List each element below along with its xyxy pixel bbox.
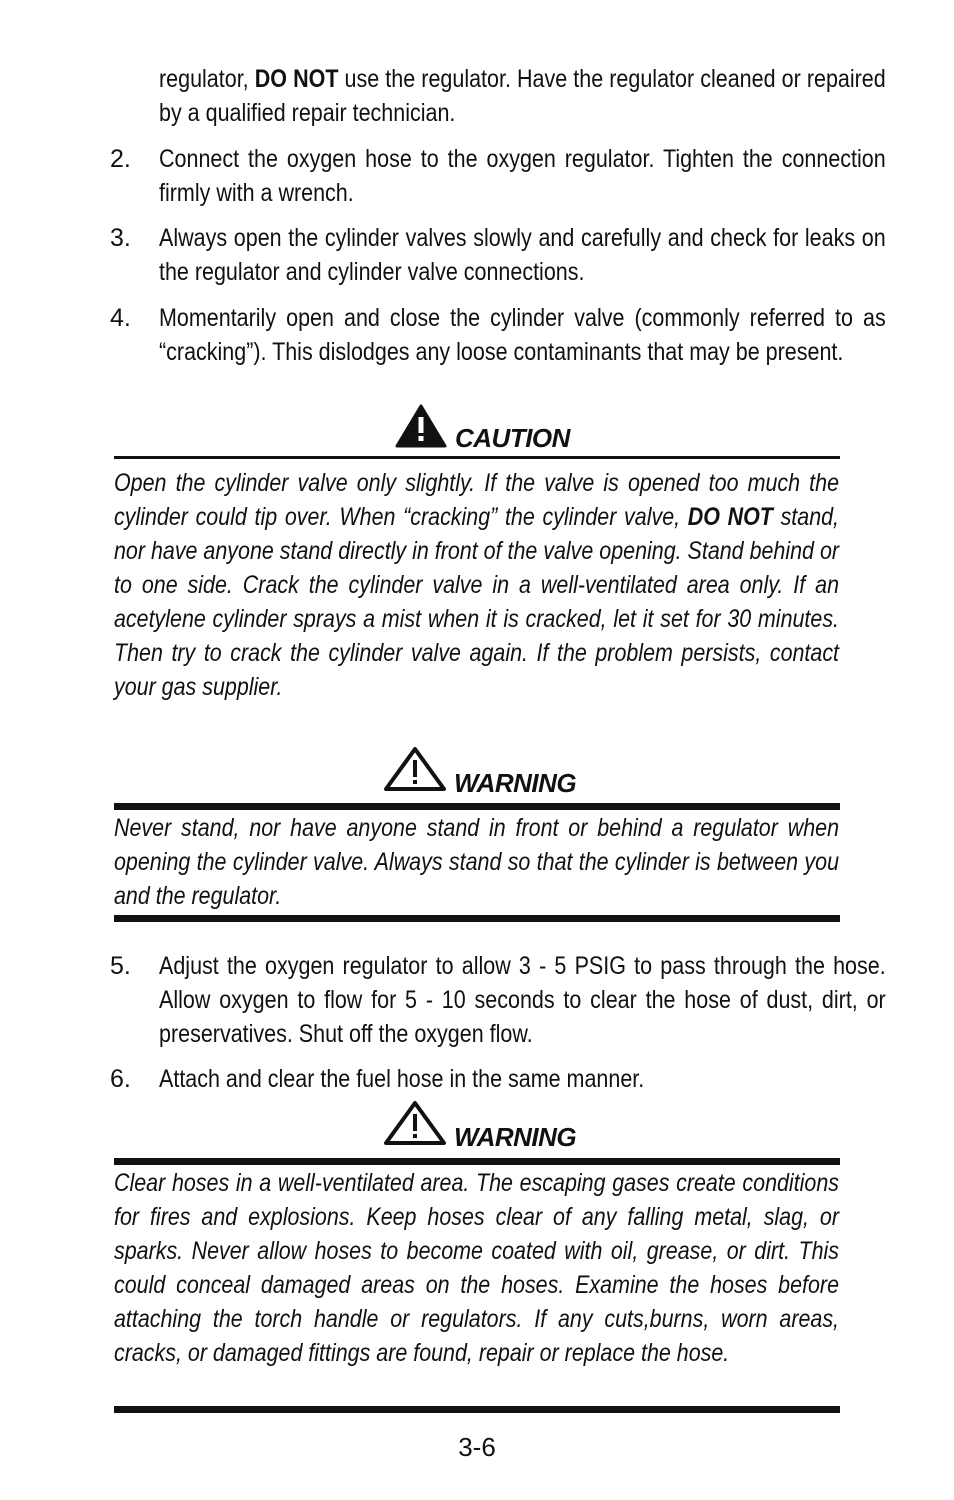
- step-text: Connect the oxygen hose to the oxygen regulator. Tighten the connection firmly with a wrench.: [159, 145, 886, 207]
- warning-triangle-icon: [382, 745, 448, 798]
- step-number: 5.: [110, 952, 131, 980]
- step-number: 2.: [110, 145, 131, 173]
- step-text: Momentarily open and close the cylinder valve (commonly referred to as “cracking”). This dislodges any loose contaminants that may be present.: [159, 304, 886, 366]
- do-not-emphasis: DO NOT: [254, 65, 339, 93]
- continuation-paragraph: [159, 62, 954, 130]
- caution-label: CAUTION: [455, 423, 570, 453]
- page-number: 3-6: [458, 1432, 496, 1462]
- warning-text: Never stand, nor have anyone stand in front or behind a regulator when opening the cylinder valve. Always stand so that the cylinder is between you and the regulator.: [114, 814, 840, 910]
- caution-text-post: stand, nor have anyone stand directly in front of the valve opening. Stand behind or to one side. Crack the cylinder valve in a well-ventilated area only. If an acetylene cylinder sprays a mist when it is cracked, let it set for 30 minutes. Then try to crack the cylinder valve again. If the problem persists, contact your gas supplier.: [114, 503, 840, 701]
- step-text: Adjust the oxygen regulator to allow 3 - 5 PSIG to pass through the hose. Allow oxygen to flow for 5 - 10 seconds to clear the hose of dust, dirt, or preservatives. Shut off the oxygen flow.: [159, 952, 886, 1048]
- warning-header: [0, 745, 954, 798]
- warning-box: [114, 811, 954, 913]
- do-not-emphasis: DO NOT: [687, 503, 773, 531]
- step-number: 4.: [110, 304, 131, 332]
- caution-header: [0, 404, 954, 453]
- warning-bottom-rule: [114, 915, 840, 922]
- warning-top-rule: [114, 1158, 840, 1165]
- warning-label: WARNING: [454, 1122, 577, 1152]
- warning-label: WARNING: [454, 768, 577, 798]
- warning-header: [0, 1099, 954, 1152]
- step-text: Always open the cylinder valves slowly and carefully and check for leaks on the regulator and cylinder valve connections.: [159, 224, 886, 286]
- caution-box: [114, 466, 954, 704]
- warning-box: [114, 1166, 954, 1370]
- warning-bottom-rule: [114, 1406, 840, 1413]
- step-text: Attach and clear the fuel hose in the same manner.: [159, 1065, 645, 1093]
- step-number: 3.: [110, 224, 131, 252]
- continuation-text-pre: regulator,: [159, 65, 255, 93]
- caution-top-rule: [114, 456, 840, 459]
- warning-top-rule: [114, 803, 840, 810]
- step-number: 6.: [110, 1065, 131, 1093]
- caution-triangle-icon: [395, 404, 447, 453]
- continuation-text-post: use the regulator. Have the regulator cleaned or repaired by a qualified repair technician.: [159, 65, 886, 127]
- caution-text-pre: Open the cylinder valve only slightly. If the valve is opened too much the cylinder could tip over. When “cracking” the cylinder valve,: [114, 469, 840, 531]
- warning-triangle-icon: [382, 1099, 448, 1152]
- warning-text: Clear hoses in a well-ventilated area. The escaping gases create conditions for fires and explosions. Keep hoses clear of any falling metal, slag, or sparks. Never allow hoses to become coated with oil, grease, or dirt. This could conceal damaged areas on the hoses. Examine the hoses before attaching the torch handle or regulators. If any cuts,burns, worn areas, cracks, or damaged fittings are found, repair or replace the hose.: [114, 1169, 840, 1367]
